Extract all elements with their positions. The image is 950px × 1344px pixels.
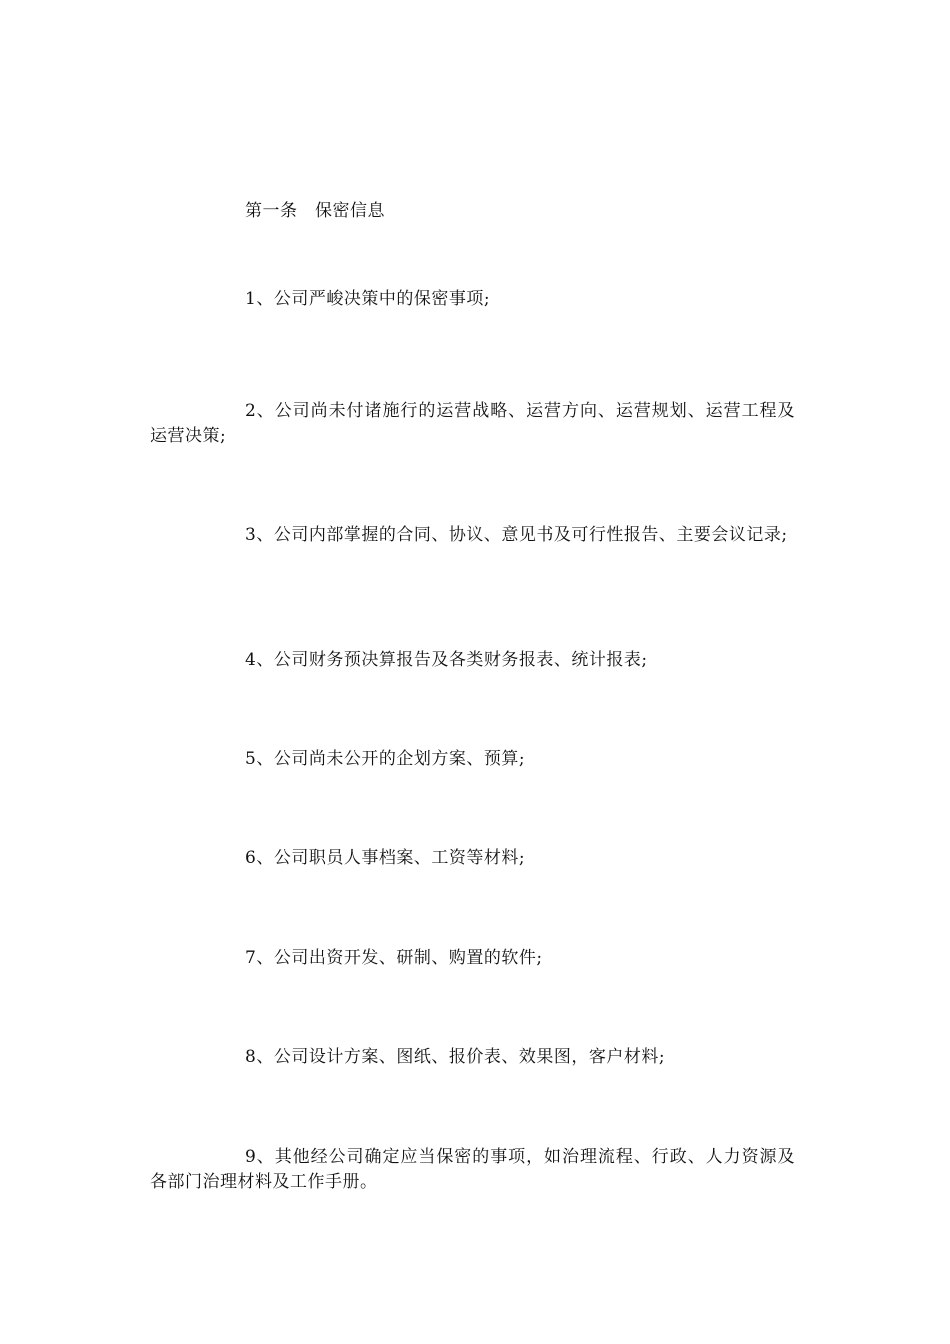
article-heading: 第一条 保密信息 bbox=[245, 201, 385, 221]
list-item-5: 5、公司尚未公开的企划方案、预算; bbox=[245, 749, 526, 769]
list-item-4: 4、公司财务预决算报告及各类财务报表、统计报表; bbox=[245, 650, 648, 670]
list-item-2: 2、公司尚未付诸施行的运营战略、运营方向、运营规划、运营工程及运营决策; bbox=[150, 401, 795, 446]
list-item-6: 6、公司职员人事档案、工资等材料; bbox=[245, 848, 526, 868]
list-item-9: 9、其他经公司确定应当保密的事项，如治理流程、行政、人力资源及各部门治理材料及工作手册。 bbox=[150, 1147, 795, 1192]
list-item-7: 7、公司出资开发、研制、购置的软件; bbox=[245, 948, 543, 968]
list-item-8: 8、公司设计方案、图纸、报价表、效果图，客户材料; bbox=[245, 1047, 666, 1067]
list-item-1: 1、公司严峻决策中的保密事项; bbox=[245, 289, 491, 309]
list-item-3: 3、公司内部掌握的合同、协议、意见书及可行性报告、主要会议记录; bbox=[245, 525, 788, 545]
